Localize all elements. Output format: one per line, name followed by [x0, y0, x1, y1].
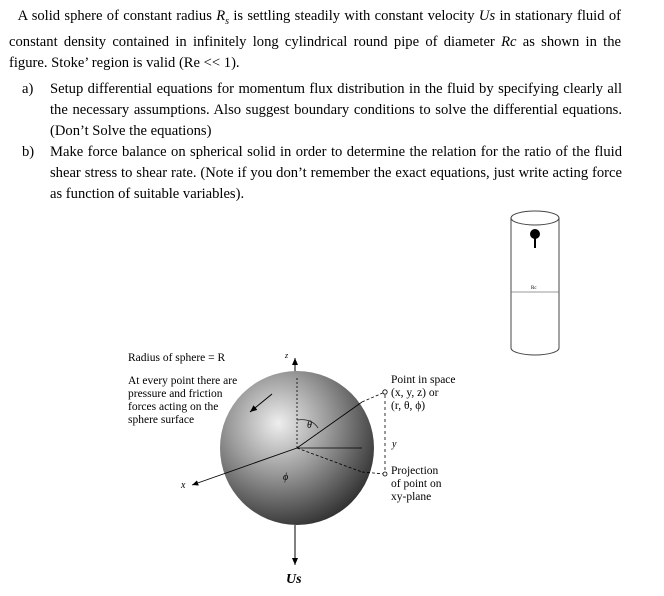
svg-text:forces acting on the: forces acting on the	[128, 401, 219, 413]
y-axis-label: y	[392, 439, 397, 450]
radius-label: Radius of sphere = R	[128, 352, 226, 364]
phi-label: ϕ	[283, 472, 289, 483]
problem-statement: A solid sphere of constant radius $R_s$ is settling steadily with constant velocity Us in stationary fluid of constant density contained in infinitely long cylindrical round pipe of diameter Rc as shown in the figure. Stoke’ region is valid (Re << 1).	[9, 8, 621, 71]
question-label: b)	[22, 144, 35, 160]
diameter-symbol: Rc	[501, 33, 517, 50]
projection-marker	[383, 472, 387, 476]
velocity-label: Us	[286, 572, 302, 587]
point-leader-line	[362, 392, 385, 402]
svg-text:(r, θ, ϕ): (r, θ, ϕ)	[391, 400, 426, 412]
svg-text:At every point there are: At every point there are	[128, 375, 238, 387]
x-axis-label: x	[181, 480, 186, 491]
surface-note	[128, 375, 237, 426]
svg-text:xy-plane: xy-plane	[391, 491, 432, 503]
svg-text:(x, y, z) or: (x, y, z) or	[391, 387, 439, 399]
question-text: Make force balance on spherical solid in order to determine the relation for the ratio of the fluid shear stress to shear rate. (Note if you don’t remember the exact equations, just write acting force as function of suitable variables).	[50, 144, 622, 202]
question-label: a)	[22, 81, 34, 97]
svg-text:of point on: of point on	[391, 478, 442, 490]
svg-text:sphere surface: sphere surface	[128, 414, 195, 426]
point-label	[391, 374, 456, 412]
radius-symbol: $R_s$	[216, 8, 230, 27]
question-text: Setup differential equations for momentum flux distribution in the fluid by specifying clearly all the necessary assumptions. Also suggest boundary conditions to solve the differential equations. (Don’t Solve the equations)	[50, 81, 622, 139]
point-marker	[383, 390, 387, 394]
svg-text:Projection: Projection	[391, 465, 439, 477]
diameter-label: Rc	[531, 286, 537, 291]
svg-text:pressure and friction: pressure and friction	[128, 388, 223, 400]
z-axis-label: z	[285, 351, 289, 360]
projection-label	[391, 465, 442, 503]
theta-label: θ	[307, 420, 312, 431]
velocity-symbol: Us	[478, 8, 496, 24]
svg-text:Point in space: Point in space	[391, 374, 456, 386]
